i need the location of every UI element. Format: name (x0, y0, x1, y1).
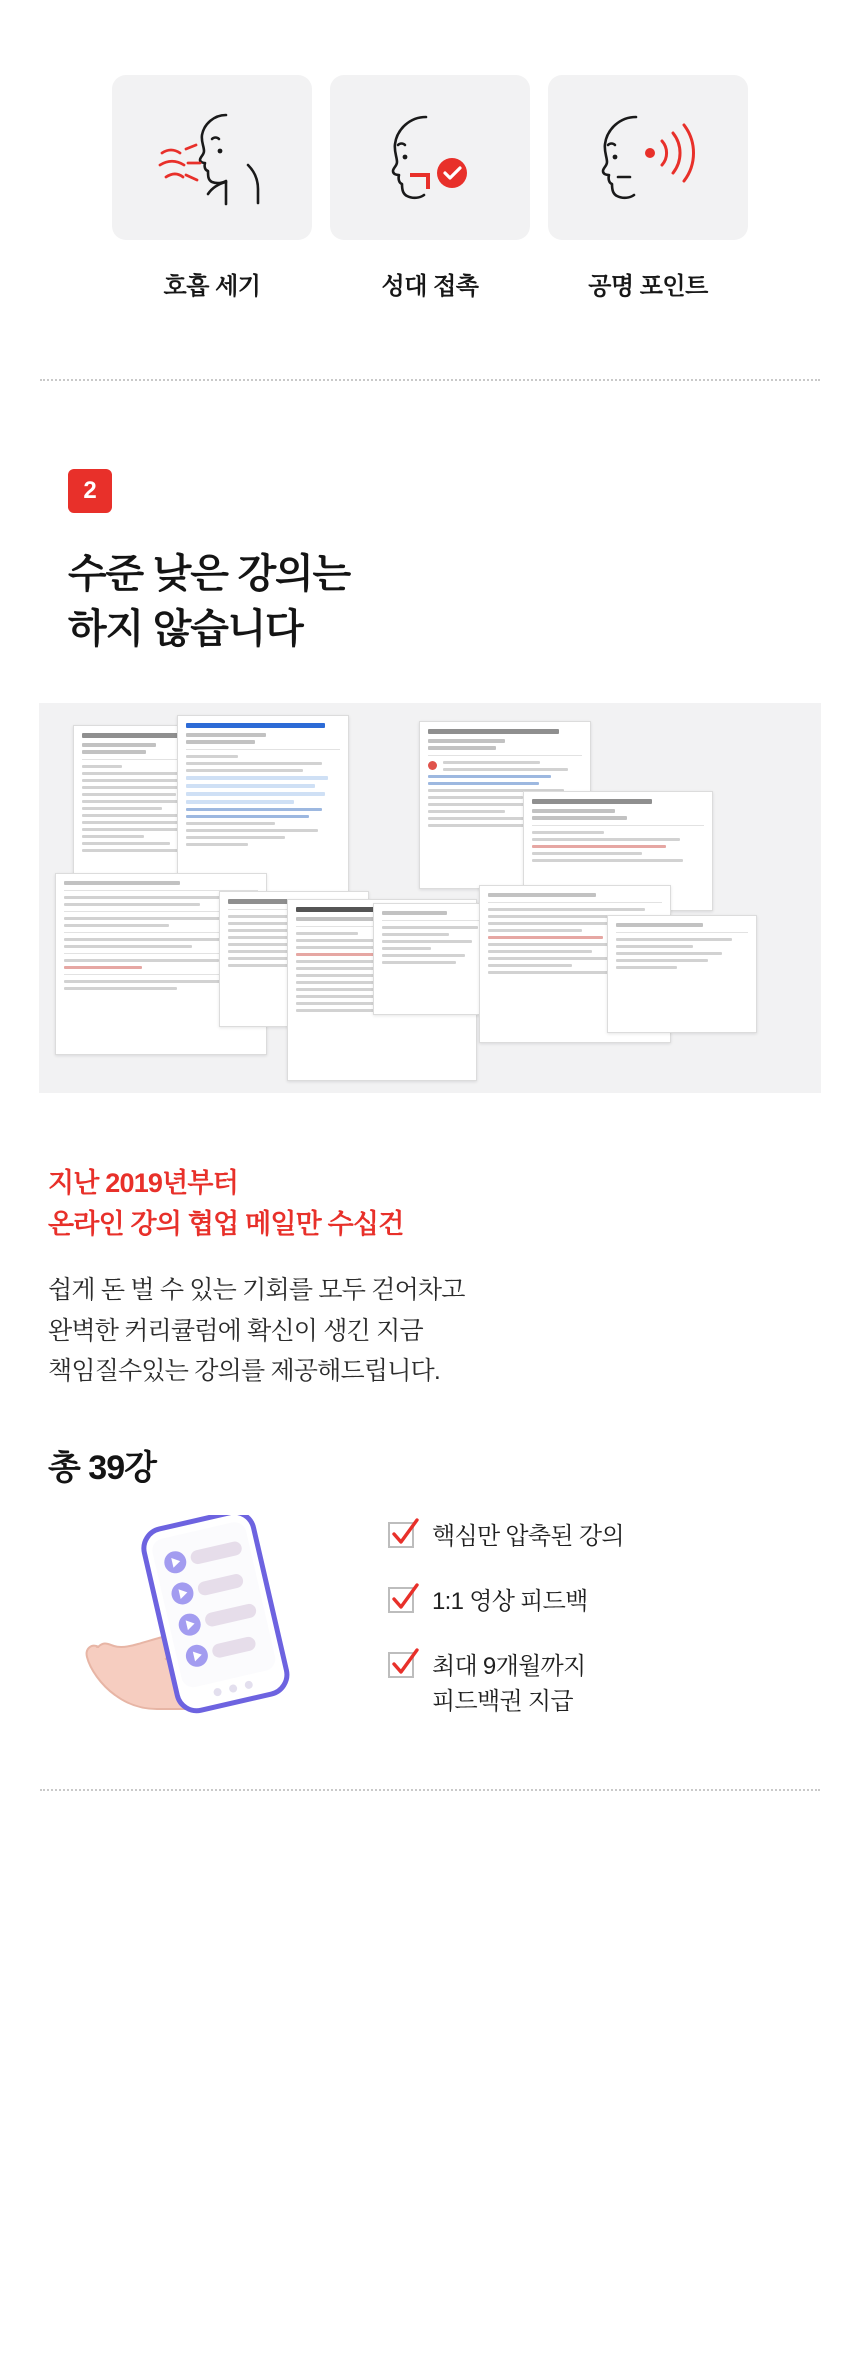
check-icon (387, 1516, 421, 1550)
check-icon (387, 1581, 421, 1615)
feature-icon-row (0, 0, 860, 301)
quality-section (0, 381, 860, 657)
hand-holding-phone-icon (48, 1515, 378, 1725)
feature-card-label: 성대 접촉 (381, 273, 479, 300)
breath-strength-icon (112, 75, 312, 240)
phone-checklist-row (48, 1515, 860, 1725)
feature-card-label: 호흡 세기 (163, 273, 261, 300)
checkbox (388, 1587, 414, 1613)
body-copy-line3: 책임질수있는 강의를 제공해드립니다. (48, 1357, 441, 1386)
list-item (388, 1585, 624, 1620)
page-title-line2: 하지 않습니다 (68, 607, 303, 652)
vocal-cord-contact-icon (330, 75, 530, 240)
step-badge: 2 (68, 469, 112, 513)
body-copy-line2: 완벽한 커리큘럼에 확신이 생긴 지금 (48, 1316, 423, 1345)
highlight-line-2: 온라인 강의 협업 메일만 수십건 (48, 1208, 404, 1239)
check-icon (387, 1646, 421, 1680)
highlight-line-1: 지난 2019년부터 (48, 1168, 238, 1199)
checklist (388, 1520, 624, 1719)
mail-card (177, 715, 349, 897)
feature-card-resonance (548, 75, 748, 301)
list-item-label: 최대 9개월까지 피드백권 지급 (432, 1652, 586, 1715)
mail-card (607, 915, 757, 1033)
list-item (388, 1650, 624, 1720)
feature-card-vocal (330, 75, 530, 301)
list-item-label: 핵심만 압축된 강의 (432, 1523, 624, 1551)
email-collage (39, 703, 821, 1093)
section-divider (40, 1789, 820, 1791)
body-copy-line1: 쉽게 돈 벌 수 있는 기회를 모두 걷어차고 (48, 1276, 465, 1305)
copy-section (0, 1093, 860, 1725)
total-lectures-heading: 총 39강 (48, 1448, 156, 1487)
feature-card-label: 공명 포인트 (588, 273, 708, 300)
page-title (68, 547, 860, 657)
page-title-line1: 수준 낮은 강의는 (68, 552, 350, 596)
list-item (388, 1520, 624, 1555)
resonance-point-icon (548, 75, 748, 240)
list-item-label: 1:1 영상 피드백 (432, 1588, 588, 1616)
body-copy (48, 1270, 860, 1392)
checkbox (388, 1522, 414, 1548)
feature-card-breath (112, 75, 312, 301)
checkbox (388, 1652, 414, 1678)
